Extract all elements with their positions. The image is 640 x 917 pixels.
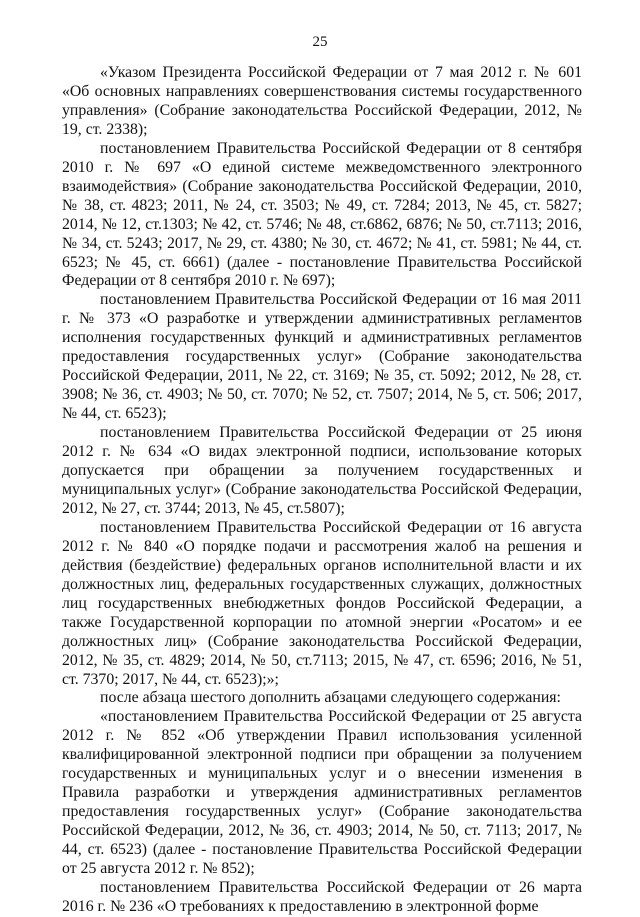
document-body [62,64,582,917]
paragraph-resolution-697: постановлением Правительства Российской Федерации от 8 сентября 2010 г. № 697 «О единой системе межведомственного электронного взаимодействия» (Собрание законодательства Российской Федерации, 2010, № 38, ст. 4823; 2011, № 24, ст. 3503; № 49, ст. 7284; 2013, № 45, ст. 5827; 2014, № 12, ст.1303; № 42, ст. 5746; № 48, ст.6862, 6876; № 50, ст.7113; 2016, № 34, ст. 5243; 2017, № 29, ст. 4380; № 30, ст. 4672; № 41, ст. 5981; № 44, ст. 6523; № 45, ст. 6661) (далее - постановление Правительства Российской Федерации от 8 сентября 2010 г. № 697); [62,139,582,290]
paragraph-resolution-634: постановлением Правительства Российской Федерации от 25 июня 2012 г. № 634 «О видах электронной подписи, использование которых допускается при обращении за получением государственных и муниципальных услуг» (Собрание законодательства Российской Федерации, 2012, № 27, ст. 3744; 2013, № 45, ст.5807); [62,424,582,517]
paragraph-resolution-373: постановлением Правительства Российской Федерации от 16 мая 2011 г. № 373 «О разработке и утверждении административных регламентов исполнения государственных функций и административных регламентов предоставления государственных услуг» (Собрание законодательства Российской Федерации, 2011, № 22, ст. 3169; № 35, ст. 5092; 2012, № 28, ст. 3908; № 36, ст. 4903; № 50, ст. 7070; № 52, ст. 7507; 2014, № 5, ст. 506; 2017, № 44, ст. 6523); [62,291,582,423]
paragraph-resolution-840: постановлением Правительства Российской Федерации от 16 августа 2012 г. № 840 «О порядке подачи и рассмотрения жалоб на решения и действия (бездействие) федеральных органов исполнительной власти и их должностных лиц, федеральных государственных служащих, должностных лиц государственных внебюджетных фондов Российской Федерации, а также Государственной корпорации по атомной энергии «Росатом» и ее должностных лиц» (Собрание законодательства Российской Федерации, 2012, № 35, ст. 4829; 2014, № 50, ст.7113; 2015, № 47, ст. 6596; 2016, № 51, ст. 7370; 2017, № 44, ст. 6523);»; [62,518,582,688]
paragraph-resolution-236: постановлением Правительства Российской Федерации от 26 марта 2016 г. № 236 «О требованиях к предоставлению в электронной форме [62,878,582,915]
page-number: 25 [312,34,328,50]
paragraph-decree-601: «Указом Президента Российской Федерации от 7 мая 2012 г. № 601 «Об основных направлениях совершенствования системы государственного управления» (Собрание законодательства Российской Федерации, 2012, № 19, ст. 2338); [62,64,582,138]
paragraph-amendment-instruction: после абзаца шестого дополнить абзацами следующего содержания: [100,689,561,707]
paragraph-resolution-852: «постановлением Правительства Российской Федерации от 25 августа 2012 г. № 852 «Об утверждении Правил использования усиленной квалифицированной электронной подписи при обращении за получением государственных и муниципальных услуг и о внесении изменения в Правила разработки и утверждения административных регламентов предоставления государственных услуг» (Собрание законодательства Российской Федерации, 2012, № 36, ст. 4903; 2014, № 50, ст. 7113; 2017, № 44, ст. 6523) (далее - постановление Правительства Российской Федерации от 25 августа 2012 г. № 852); [62,708,582,878]
